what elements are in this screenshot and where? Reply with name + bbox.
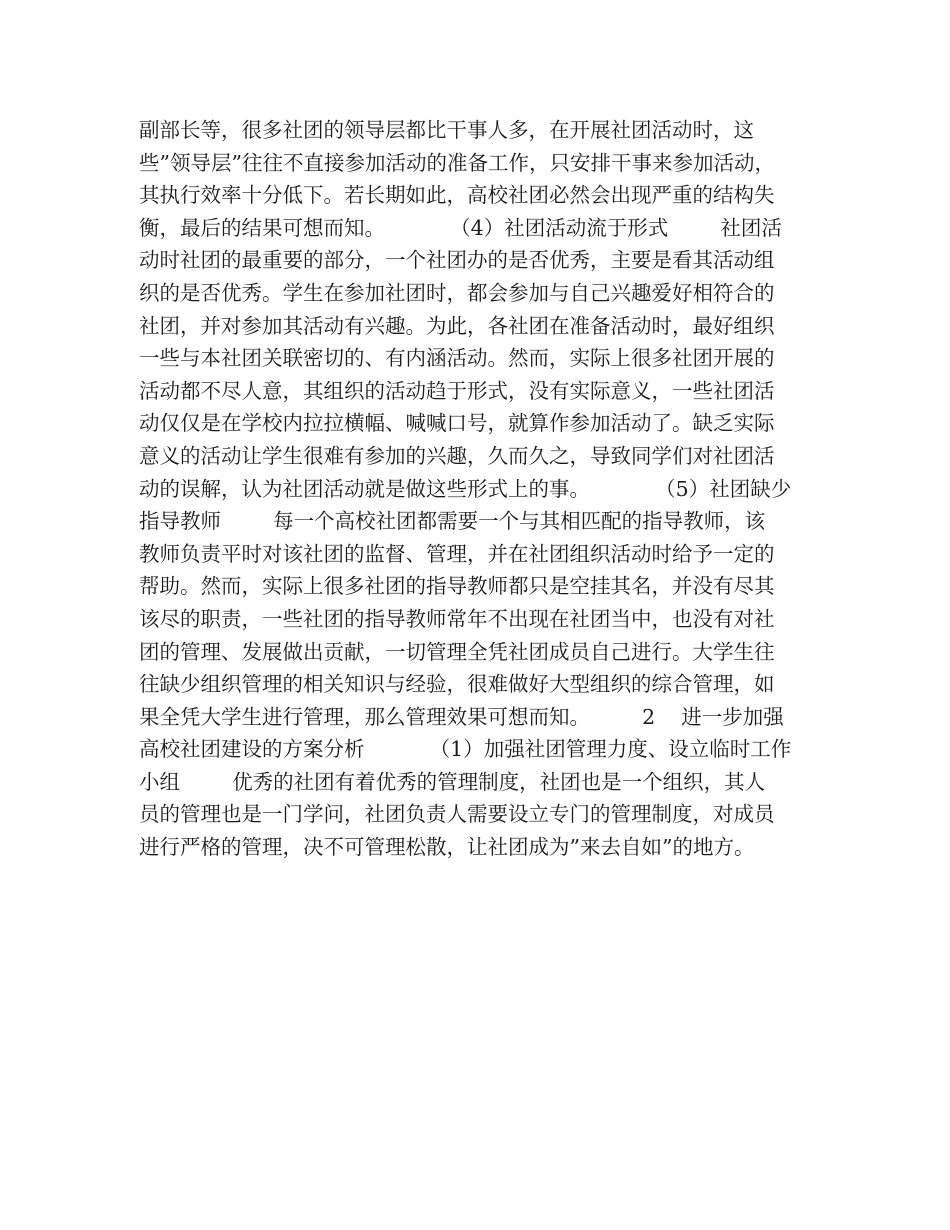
body-text <box>139 114 829 864</box>
text-line: 小组 优秀的社团有着优秀的管理制度，社团也是一个组织，其人 <box>139 769 766 794</box>
text-line: 一些与本社团关联密切的、有内涵活动。然而，实际上很多社团开展的 <box>139 346 775 371</box>
text-line: 衡，最后的结果可想而知。 （4）社团活动流于形式 社团活 <box>139 215 782 240</box>
text-line: 副部长等，很多社团的领导层都比干事人多，在开展社团活动时，这 <box>139 118 754 142</box>
text-line: 指导教师 每一个高校社团都需要一个与其相匹配的指导教师，该 <box>139 509 766 534</box>
text-line: 帮助。然而，实际上很多社团的指导教师都只是空挂其名，并没有尽其 <box>139 574 775 599</box>
text-line: 意义的活动让学生很难有参加的兴趣，久而久之，导致同学们对社团活 <box>139 443 775 468</box>
text-line: 往缺少组织管理的相关知识与经验，很难做好大型组织的综合管理，如 <box>139 672 775 697</box>
text-line: 高校社团建设的方案分析 （1）加强社团管理力度、设立临时工作 <box>139 737 792 762</box>
text-line: 该尽的职责，一些社团的指导教师常年不出现在社团当中，也没有对社 <box>139 606 775 631</box>
text-line: 些”领导层”往往不直接参加活动的准备工作，只安排干事来参加活动， <box>139 150 775 175</box>
text-line: 员的管理也是一门学问，社团负责人需要设立专门的管理制度，对成员 <box>139 802 775 827</box>
text-line: 动仅仅是在学校内拉拉横幅、喊喊口号，就算作参加活动了。缺乏实际 <box>139 411 775 436</box>
text-line: 织的是否优秀。学生在参加社团时，都会参加与自己兴趣爱好相符合的 <box>139 280 775 305</box>
text-line: 活动都不尽人意，其组织的活动趋于形式，没有实际意义，一些社团活 <box>139 378 775 403</box>
text-line: 动的误解，认为社团活动就是做这些形式上的事。 （5）社团缺少 <box>139 476 792 501</box>
text-line: 团的管理、发展做出贡献，一切管理全凭社团成员自己进行。大学生往 <box>139 639 775 664</box>
text-line: 教师负责平时对该社团的监督、管理，并在社团组织活动时给予一定的 <box>139 541 775 566</box>
text-line: 社团，并对参加其活动有兴趣。为此，各社团在准备活动时，最好组织 <box>139 313 775 338</box>
text-line: 动时社团的最重要的部分，一个社团办的是否优秀，主要是看其活动组 <box>139 248 775 273</box>
text-line: 果全凭大学生进行管理，那么管理效果可想而知。 2 进一步加强 <box>139 704 784 729</box>
text-line: 其执行效率十分低下。若长期如此，高校社团必然会出现严重的结构失 <box>139 183 775 208</box>
text-line: 进行严格的管理，决不可管理松散，让社团成为”来去自如”的地方。 <box>139 835 755 860</box>
